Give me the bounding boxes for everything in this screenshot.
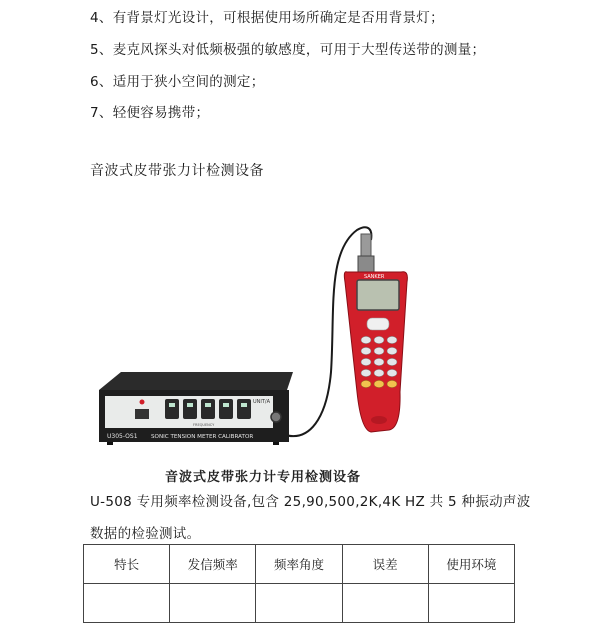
table-cell xyxy=(256,584,342,623)
feature-item: 7、轻便容易携带； xyxy=(90,105,210,121)
table-header-row xyxy=(84,545,515,584)
table-row xyxy=(84,584,515,623)
table-cell xyxy=(170,584,256,623)
table-header-cell: 频率角度 xyxy=(256,545,342,584)
table-cell xyxy=(342,584,428,623)
table-cell xyxy=(428,584,514,623)
table-header-cell: 发信频率 xyxy=(170,545,256,584)
product-photo-svg xyxy=(95,222,425,485)
calibrator-unit-label: UNIT/A xyxy=(253,399,271,405)
table-cell xyxy=(84,584,170,623)
tension-meter-device xyxy=(344,234,407,432)
calibrator-device xyxy=(99,372,293,445)
calibrator-name: SONIC TENSION METER CALIBRATOR xyxy=(151,434,254,440)
description-line-1: U-508 专用频率检测设备,包含 25,90,500,2K,4K HZ 共 5 种振动声波 xyxy=(90,494,531,510)
figure-caption: 音波式皮带张力计专用检测设备 xyxy=(165,470,362,485)
calibrator-model: U305-OS1 xyxy=(107,433,138,440)
feature-item: 6、适用于狭小空间的测定； xyxy=(90,74,265,90)
product-photo xyxy=(95,222,425,485)
calibrator-freq-label: FREQUENCY xyxy=(193,423,215,427)
description-line-2: 数据的检验测试。 xyxy=(90,526,201,542)
feature-item: 4、有背景灯光设计，可根据使用场所确定是否用背景灯； xyxy=(90,10,444,26)
table-header-cell: 特长 xyxy=(84,545,170,584)
spec-table xyxy=(83,544,515,623)
meter-brand: SANKER xyxy=(364,274,385,280)
feature-item: 5、麦克风探头对低频极强的敏感度，可用于大型传送带的测量； xyxy=(90,42,486,58)
table-header-cell: 使用环境 xyxy=(428,545,514,584)
table-header-cell: 误差 xyxy=(342,545,428,584)
section-title: 音波式皮带张力计检测设备 xyxy=(90,163,264,179)
